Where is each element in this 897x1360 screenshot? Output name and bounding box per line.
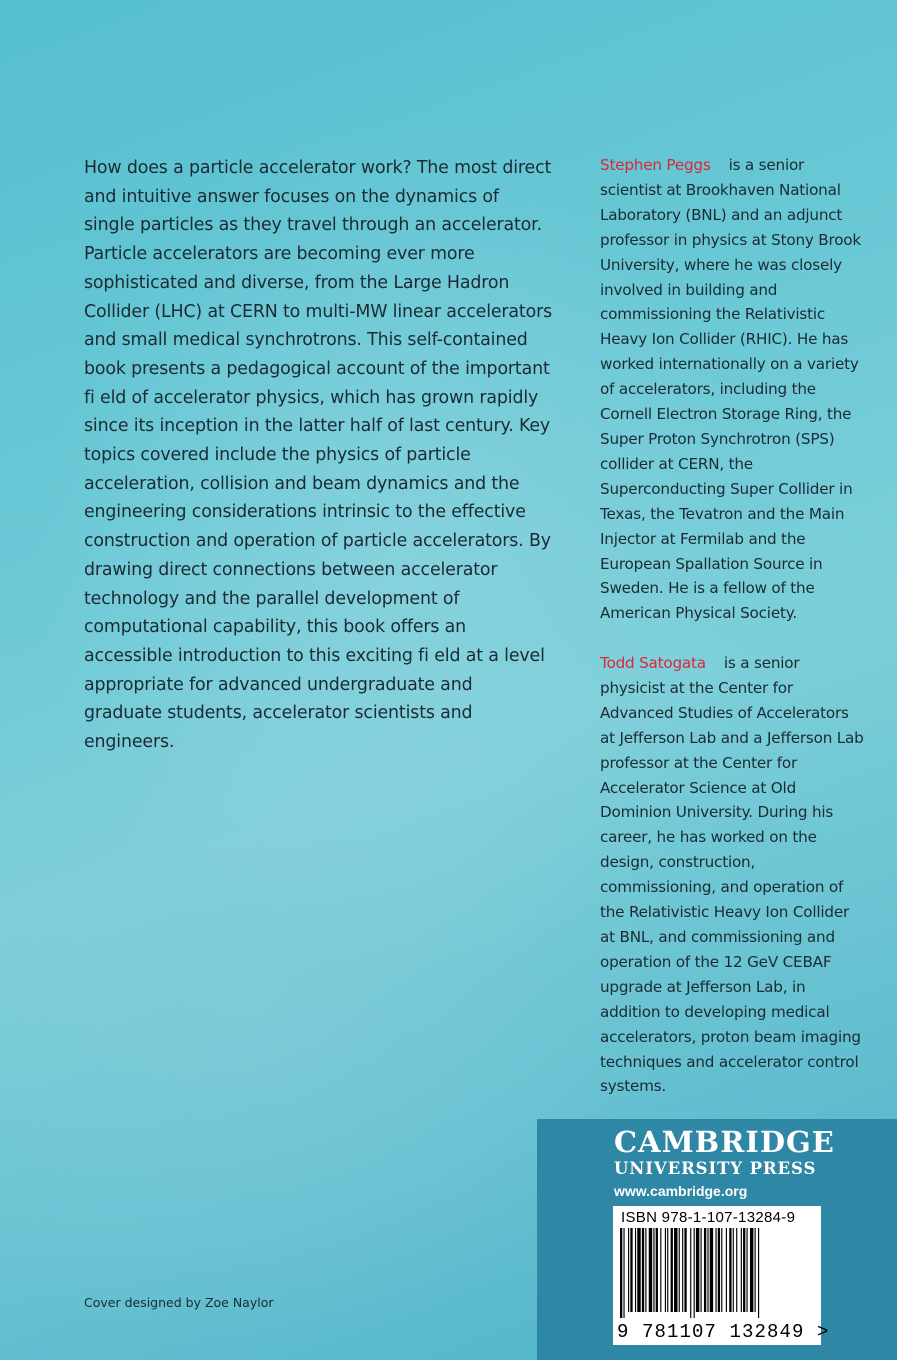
barcode-bar [733, 1228, 734, 1312]
book-description: How does a particle accelerator work? The most direct and intuitive answer focuses on the dynamics of single particles as they travel through an accelerator. Particle accelerators are becoming ever more sophisticated and diverse, from the Large Hadron Collider (LHC) at CERN to multi-MW linear accelerators and small medical synchrotrons. This self-contained book presents a pedagogical account of the important fi eld of accelerator physics, which has grown rapidly since its inception in the latter half of last century. Key topics covered include the physics of particle acceleration, collision and beam dynamics and the engineering considerations intrinsic to the effective construction and operation of particle accelerators. By drawing direct connections between accelerator technology and the parallel development of computational capability, this book offers an accessible introduction to this exciting fi eld at a level appropriate for advanced undergraduate and graduate students, accelerator scientists and engineers. [84, 158, 552, 753]
author-name-peggs: Stephen Peggs [600, 156, 711, 174]
barcode-bar [635, 1228, 636, 1312]
barcode-bar [620, 1228, 622, 1318]
author-bio-text-satogata: is a senior physicist at the Center for Advanced Studies of Accelerators at Jefferson Lab and a Jefferson Lab professor at the Center for Accelerator Science at Old Dominion University. During his career, he has worked on the design, construction, commissioning, and operation of the Relativistic Heavy Ion Collider at BNL, and commissioning and operation of the 12 GeV CEBAF upgrade at Jefferson Lab, in addition to developing medical accelerators, proton beam imaging techniques and accelerator control systems. [600, 654, 864, 1096]
barcode-bar [642, 1228, 644, 1312]
barcode-bar [679, 1228, 680, 1312]
barcode-bar [645, 1228, 646, 1312]
publisher-subtitle: UNIVERSITY PRESS [614, 1159, 817, 1178]
barcode-bar [704, 1228, 706, 1312]
cover-credit: Cover designed by Zoe Naylor [84, 1295, 274, 1310]
barcode-bar [696, 1228, 699, 1312]
barcode-bar [707, 1228, 708, 1312]
barcode-bar [710, 1228, 713, 1312]
barcode-bar [671, 1228, 673, 1312]
barcode-bar [743, 1228, 745, 1312]
barcode-bar [758, 1228, 759, 1318]
barcode-bar [747, 1228, 748, 1312]
barcode-digits: 9 781107 132849 > [617, 1321, 830, 1343]
barcode-bar [630, 1228, 632, 1312]
isbn-label: ISBN 978-1-107-13284-9 [621, 1209, 796, 1226]
barcode-bar [637, 1228, 640, 1312]
barcode-bar [674, 1228, 677, 1312]
barcode-bar [649, 1228, 652, 1312]
barcode-bar [660, 1228, 661, 1312]
barcode-bar [715, 1228, 716, 1312]
barcode-bar [667, 1228, 668, 1312]
barcode-bar [755, 1228, 756, 1312]
barcode-bar [701, 1228, 702, 1312]
author-bio-text-peggs: is a senior scientist at Brookhaven National Laboratory (BNL) and an adjunct professor in physics at Stony Brook University, where he was closely involved in building and commissioning the Relativistic Heavy Ion Collider (RHIC). He has worked internationally on a variety of accelerators, including the Cornell Electron Storage Ring, the Super Proton Synchrotron (SPS) collider at CERN, the Superconducting Super Collider in Texas, the Tevatron and the Main Injector at Fermilab and the European Spallation Source in Sweden. He is a fellow of the American Physical Society. [600, 156, 861, 623]
barcode-bar [656, 1228, 658, 1312]
barcode-bar [653, 1228, 654, 1312]
author-bio-peggs [600, 153, 868, 626]
barcode-bar [721, 1228, 722, 1312]
publisher-name: CAMBRIDGE [614, 1125, 835, 1159]
barcode-bar [694, 1228, 695, 1318]
barcode-bar [750, 1228, 753, 1312]
barcode-bar [628, 1228, 629, 1312]
barcode-bar [736, 1228, 737, 1312]
barcode-bar [741, 1228, 742, 1312]
author-bio-satogata [600, 651, 868, 1099]
barcode-bar [623, 1228, 624, 1318]
barcode-bar [729, 1228, 731, 1312]
barcode-bar [690, 1228, 691, 1318]
barcode-bar [726, 1228, 727, 1312]
barcode-bar [665, 1228, 666, 1312]
author-name-satogata: Todd Satogata [600, 654, 706, 672]
barcode-bar [718, 1228, 720, 1312]
barcode-bar [682, 1228, 683, 1312]
barcode-icon [618, 1228, 816, 1318]
barcode-bar [684, 1228, 686, 1312]
publisher-logo [614, 1125, 835, 1179]
publisher-url: www.cambridge.org [614, 1183, 748, 1199]
